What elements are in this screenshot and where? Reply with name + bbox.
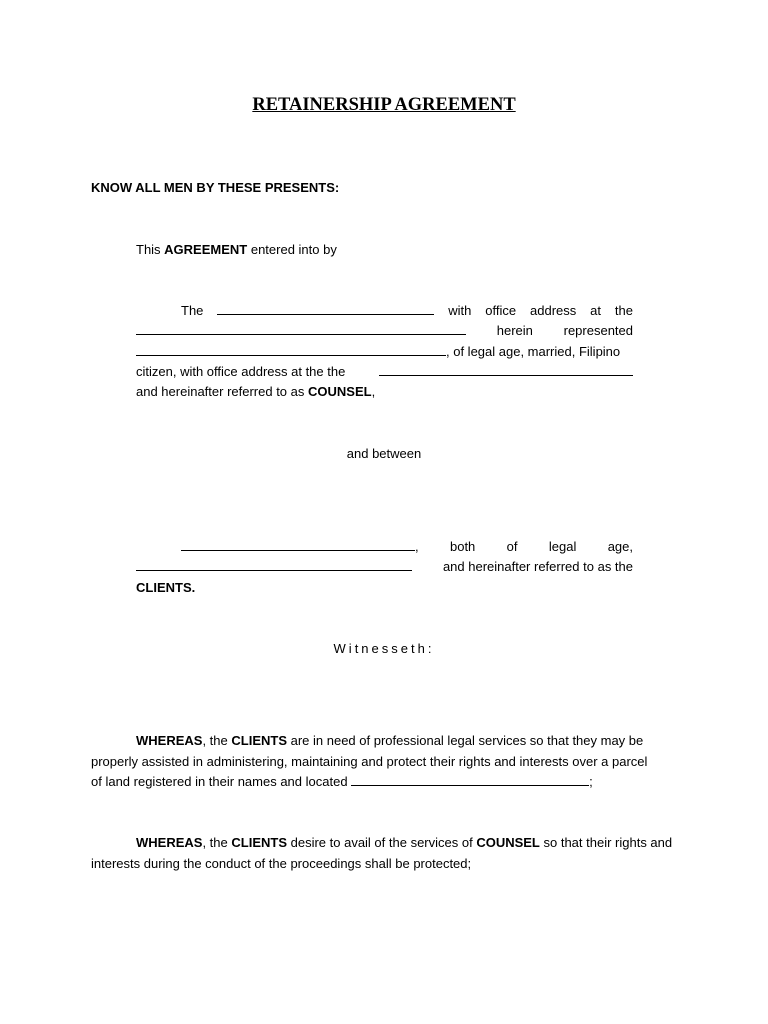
counsel-term: COUNSEL [308, 384, 372, 399]
word-legal: legal [548, 539, 577, 554]
whereas-1-line-3 [91, 772, 593, 792]
counsel-line-5 [136, 382, 375, 402]
word-the-2: the [614, 303, 633, 318]
comma: , [415, 539, 419, 554]
and-between: and between [346, 446, 422, 461]
word-at: at [590, 303, 601, 318]
word-of: of [506, 539, 518, 554]
intro-line [136, 240, 337, 260]
clients-term: CLIENTS. [136, 580, 196, 595]
witnesseth-heading: Witnesseth: [333, 641, 435, 656]
counsel-line-1 [181, 301, 633, 321]
clients-name-group [181, 537, 419, 557]
whereas-1-clients: CLIENTS [231, 733, 287, 748]
whereas-1-line-1 [136, 731, 643, 751]
whereas-2-the: , the [202, 835, 232, 850]
whereas-2-counsel: COUNSEL [476, 835, 540, 850]
word-herein: herein [496, 323, 533, 338]
counsel-line-4 [136, 362, 633, 382]
know-all-heading: KNOW ALL MEN BY THESE PRESENTS: [91, 180, 340, 195]
word-address: address [530, 303, 577, 318]
whereas-2-rest-a: desire to avail of the services of [287, 835, 477, 850]
counsel-name-blank[interactable] [217, 301, 434, 315]
word-represented: represented [563, 323, 633, 338]
whereas-1-keyword: WHEREAS [136, 733, 203, 748]
whereas-1-line-3-text: of land registered in their names and located [91, 774, 352, 789]
word-the: The [181, 303, 204, 318]
counsel-line-3 [136, 342, 620, 362]
whereas-2-line-1 [136, 833, 672, 853]
counsel-line-5-post: , [371, 384, 376, 399]
whereas-1-line-2: properly assisted in administering, maintaining and protect their rights and interests over a parcel [91, 754, 648, 769]
clients-line-2 [136, 557, 633, 577]
clients-line-1 [181, 537, 633, 557]
counsel-line-3-text: , of legal age, married, Filipino [446, 344, 621, 359]
representative-name-blank[interactable] [136, 342, 446, 356]
word-office: office [485, 303, 517, 318]
intro-post: entered into by [247, 242, 337, 257]
whereas-1-the: , the [202, 733, 232, 748]
representative-address-blank[interactable] [379, 362, 633, 376]
whereas-2-line-2: interests during the conduct of the proceedings shall be protected; [91, 856, 472, 871]
clients-second-blank[interactable] [136, 557, 412, 571]
whereas-2-clients: CLIENTS [231, 835, 287, 850]
word-both: both [449, 539, 476, 554]
counsel-line-4-text: citizen, with office address at the the [136, 364, 346, 379]
whereas-2-keyword: WHEREAS [136, 835, 203, 850]
counsel-address-blank[interactable] [136, 321, 466, 335]
clients-name-blank[interactable] [181, 537, 415, 551]
intro-pre: This [136, 242, 165, 257]
intro-agreement: AGREEMENT [164, 242, 248, 257]
whereas-1-rest: are in need of professional legal services so that they may be [287, 733, 644, 748]
counsel-line-5-pre: and hereinafter referred to as [136, 384, 308, 399]
document-title: RETAINERSHIP AGREEMENT [252, 95, 516, 115]
location-blank[interactable] [351, 772, 589, 786]
semicolon: ; [589, 774, 593, 789]
word-age: age, [607, 539, 633, 554]
whereas-2-rest-b: so that their rights and [539, 835, 673, 850]
clients-line-2-text: and hereinafter referred to as the [442, 559, 633, 574]
word-with: with [448, 303, 472, 318]
counsel-line-2 [136, 321, 633, 341]
